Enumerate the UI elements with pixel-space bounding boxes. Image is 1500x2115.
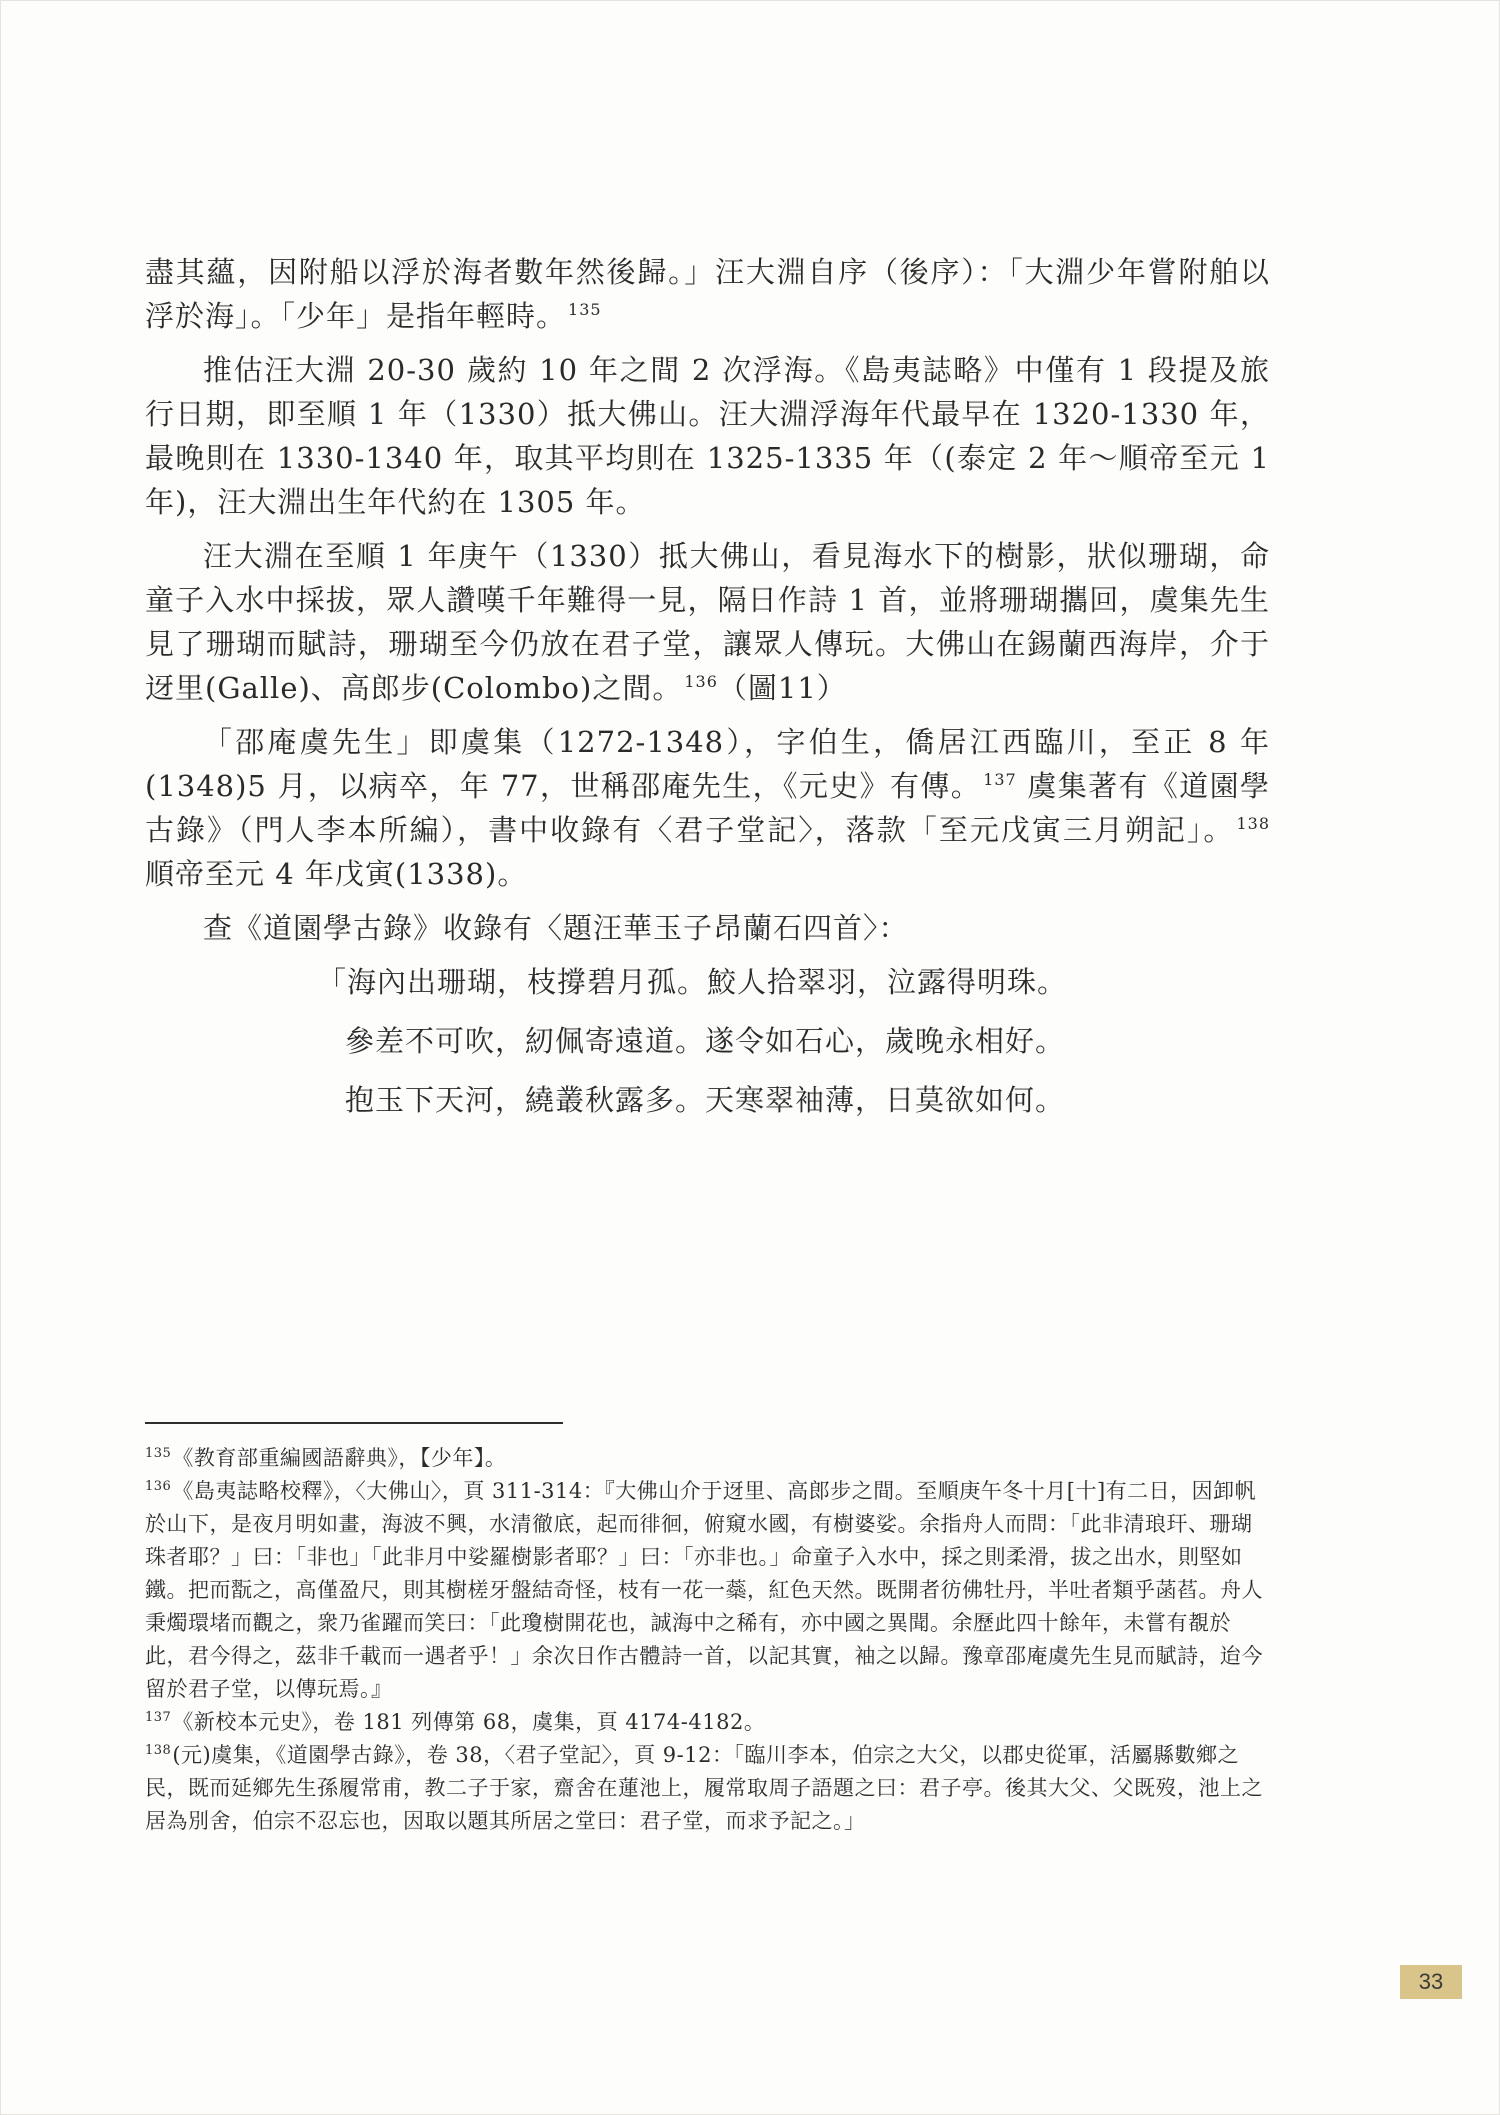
paragraph-2: [145, 348, 1270, 524]
paragraph-text: 盡其蘊，因附船以浮於海者數年然後歸。」汪大淵自序（後序）：「大淵少年嘗附舶以浮於海」。「少年」是指年輕時。: [145, 255, 1270, 333]
footnote-text: 《教育部重編國語辭典》，【少年】。: [172, 1446, 507, 1470]
paragraph-5: [145, 906, 1270, 950]
footnote-text: 《島夷誌略校釋》，〈大佛山〉，頁 311-314：『大佛山介于迓里、高郎步之間。至順庚午冬十月[十]有二日，因卸帆於山下，是夜月明如畫，海波不興，水清徹底，起而徘徊，俯窺水國，有樹婆娑。余指舟人而問：「此非清琅玕、珊瑚珠者耶？」曰：「非也」「此非月中娑羅樹影者耶？」曰：「亦非也。」命童子入水中，採之則柔滑，拔之出水，則堅如鐵。把而翫之，高僅盈尺，則其樹槎牙盤結奇怪，枝有一花一蘂，紅色天然。既開者彷佛牡丹，半吐者類乎菡萏。舟人秉燭環堵而觀之，衆乃雀躍而笑曰：「此瓊樹開花也，誠海中之稀有，亦中國之異聞。余歷此四十餘年，未嘗有覩於此，君今得之，茲非千載而一遇者乎！」余次日作古體詩一首，以記其實，袖之以歸。豫章邵庵虞先生見而賦詩，迨今留於君子堂，以傳玩焉。』: [145, 1479, 1263, 1701]
paragraph-text: 推估汪大淵 20-30 歲約 10 年之間 2 次浮海。《島夷誌略》中僅有 1 段提及旅行日期，即至順 1 年（1330）抵大佛山。汪大淵浮海年代最早在 1320-1330 年，最晚則在 1330-1340 年，取其平均則在 1325-1335 年（(泰定 2 年～順帝至元 1 年)，汪大淵出生年代約在 1305 年。: [145, 353, 1270, 519]
paragraph-text: 虞集著有《道園學古錄》（門人李本所編），書中收錄有〈君子堂記〉，落款「至元戊寅三月朔記」。: [145, 769, 1270, 847]
footnote-number: 138: [145, 1743, 172, 1758]
footnotes: [145, 1442, 1270, 1838]
note-ref-135: 135: [568, 300, 602, 320]
paragraph-text: 查《道園學古錄》收錄有〈題汪華玉子昂蘭石四首〉：: [203, 911, 909, 945]
paragraph-text: 汪大淵在至順 1 年庚午（1330）抵大佛山，看見海水下的樹影，狀似珊瑚，命童子入水中採拔，眾人讚嘆千年難得一見，隔日作詩 1 首，並將珊瑚攜回，虞集先生見了珊瑚而賦詩，珊瑚至今仍放在君子堂，讓眾人傳玩。大佛山在錫蘭西海岸，介于迓里(Galle)、高郎步(Colombo)之間。: [145, 539, 1270, 705]
figure-reference: （圖11）: [717, 671, 847, 705]
note-ref-136: 136: [684, 672, 718, 692]
footnote-135: [145, 1442, 1270, 1475]
poem-line: 抱玉下天河，繞叢秋露多。天寒翠袖薄，日莫欲如何。: [345, 1083, 1066, 1117]
footnote-138: [145, 1739, 1270, 1838]
note-ref-138: 138: [1236, 814, 1270, 834]
footnote-136: [145, 1475, 1270, 1706]
footnote-number: 137: [145, 1710, 172, 1725]
paragraph-text: 順帝至元 4 年戊寅(1338)。: [145, 857, 528, 891]
footnote-text: (元)虞集，《道園學古錄》，卷 38，〈君子堂記〉，頁 9-12：「臨川李本，伯宗之大父，以郡史從軍，活屬縣數鄉之民，既而延鄉先生孫履常甫，教二子于家，齋舍在蓮池上，履常取周子語題之曰：君子亭。後其大父、父既歿，池上之居為別舍，伯宗不忍忘也，因取以題其所居之堂曰：君子堂，而求予記之。」: [145, 1743, 1263, 1833]
paragraph-4: [145, 720, 1270, 896]
footnote-number: 135: [145, 1446, 172, 1461]
poem-quote: [145, 960, 1270, 1122]
paragraph-1: [145, 250, 1270, 338]
poem-line: 參差不可吹，紉佩寄遠道。遂令如石心，歲晚永相好。: [345, 1024, 1066, 1058]
paragraph-3: [145, 534, 1270, 710]
footnote-number: 136: [145, 1479, 172, 1494]
poem-line: 「海內出珊瑚，枝撐碧月孤。鮫人拾翠羽，泣露得明珠。: [317, 965, 1068, 999]
page-number: 33: [1400, 1965, 1462, 1999]
note-ref-137: 137: [983, 770, 1017, 790]
paragraph-text: 「邵庵虞先生」即虞集（1272-1348），字伯生，僑居江西臨川，至正 8 年(1348)5 月，以病卒，年 77，世稱邵庵先生，《元史》有傳。: [145, 725, 1270, 803]
footnote-text: 《新校本元史》，卷 181 列傳第 68，虞集，頁 4174-4182。: [172, 1710, 766, 1734]
footnote-separator: [145, 1422, 563, 1424]
body-text: [145, 250, 1270, 1137]
footnote-137: [145, 1706, 1270, 1739]
